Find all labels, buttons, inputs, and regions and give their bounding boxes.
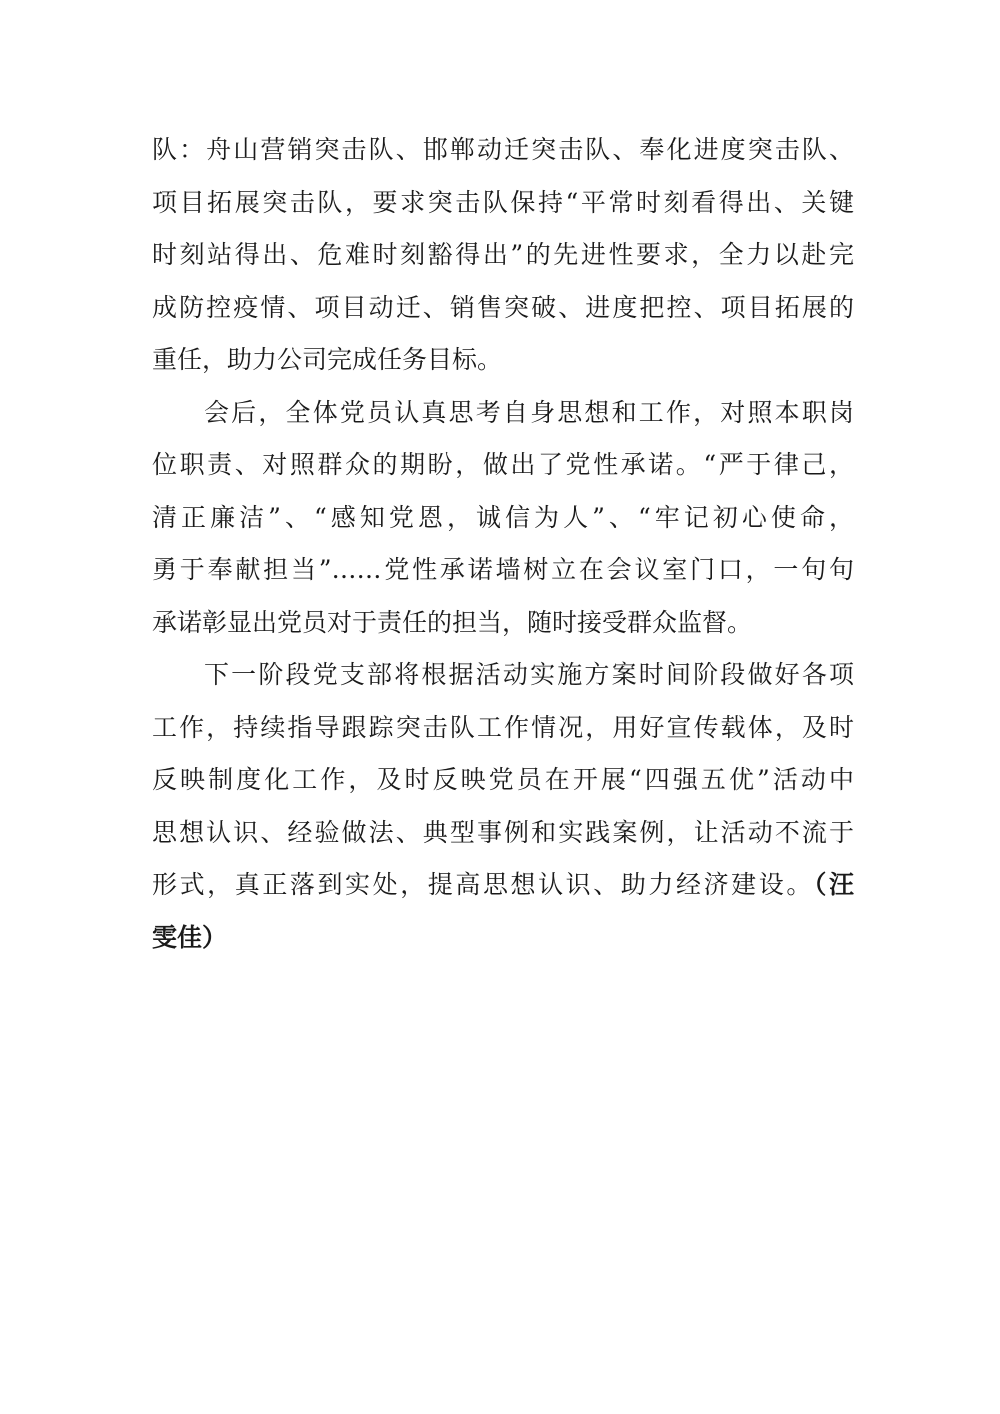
- text-line: 清正廉洁”、“感知党恩，诚信为人”、“牢记初心使命，: [152, 502, 854, 532]
- text-line: 思想认识、经验做法、典型事例和实践案例，让活动不流于: [152, 817, 854, 847]
- text-line: 项目拓展突击队，要求突击队保持“平常时刻看得出、关键: [152, 187, 854, 217]
- text-line: 勇于奉献担当”……党性承诺墙树立在会议室门口，一句句: [152, 555, 854, 584]
- text-line: 下一阶段党支部将根据活动实施方案时间阶段做好各项: [204, 660, 854, 689]
- text-line: 位职责、对照群众的期盼，做出了党性承诺。“严于律己，: [152, 450, 854, 479]
- paragraph-task-forces: [152, 124, 854, 387]
- text-line-content: 形式，真正落到实处，提高思想认识、助力经济建设。: [152, 870, 814, 899]
- text-line: 反映制度化工作，及时反映党员在开展“四强五优”活动中: [152, 765, 854, 794]
- text-line: 重任，助力公司完成任务目标。: [152, 345, 503, 374]
- author-credit-open: （汪: [813, 870, 854, 899]
- text-line: 会后，全体党员认真思考自身思想和工作，对照本职岗: [204, 397, 854, 427]
- text-line: 队：舟山营销突击队、邯郸动迁突击队、奉化进度突击队、: [152, 135, 854, 164]
- text-line: [152, 859, 854, 912]
- article-body: [152, 124, 854, 964]
- paragraph-party-commitment: [152, 387, 854, 650]
- text-line: 工作，持续指导跟踪突击队工作情况，用好宣传载体，及时: [152, 712, 854, 742]
- text-line: 时刻站得出、危难时刻豁得出”的先进性要求，全力以赴完: [152, 240, 854, 269]
- text-line: 承诺彰显出党员对于责任的担当，随时接受群众监督。: [152, 607, 753, 637]
- text-line: 成防控疫情、项目动迁、销售突破、进度把控、项目拓展的: [152, 292, 854, 322]
- paragraph-next-phase: [152, 649, 854, 964]
- author-credit: 雯佳）: [152, 922, 228, 952]
